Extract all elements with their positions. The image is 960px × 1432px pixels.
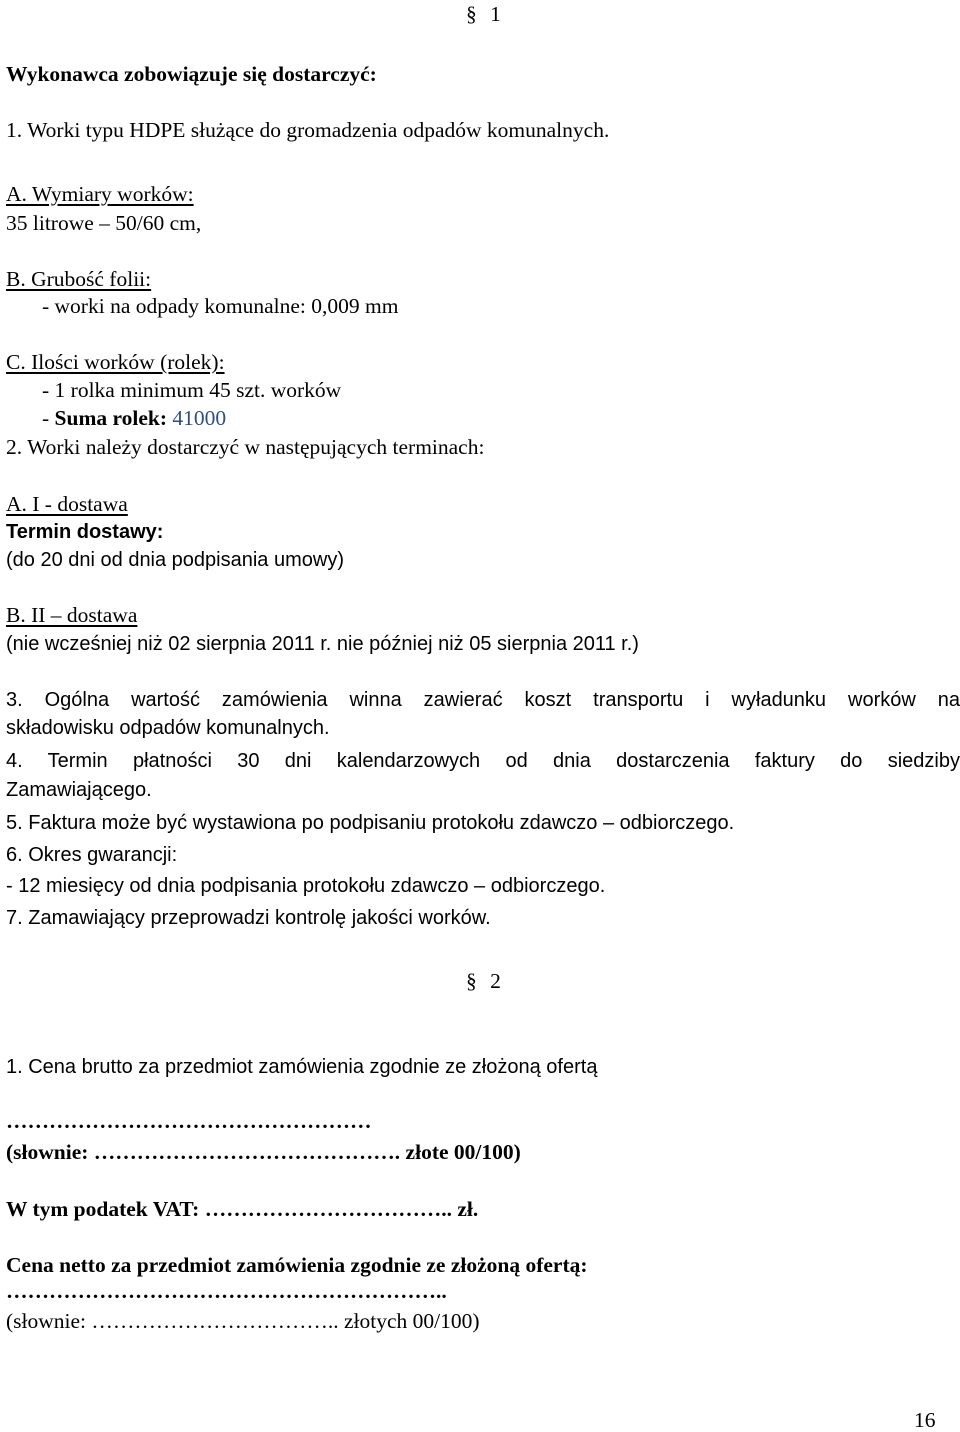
net-price-label: Cena netto za przedmiot zamówienia zgodnie ze złożoną ofertą: (6, 1253, 588, 1277)
item-3-line-1: 3. Ogólna wartość zamówienia winna zawierać koszt transportu i wyładunku worków na (6, 689, 960, 711)
gross-price-words (6, 1142, 521, 1164)
page-number: 16 (914, 1408, 936, 1432)
item-4-line-2: Zamawiającego. (6, 779, 152, 801)
heading: Wykonawca zobowiązuje się dostarczyć: (6, 62, 377, 86)
delivery-1-termin: Termin dostawy: (6, 521, 164, 543)
section-number: 2 (490, 969, 501, 993)
dimensions-value: 35 litrowe – 50/60 cm, (6, 211, 202, 235)
gross-price-dots: …………………………………………… (6, 1109, 372, 1133)
quantity-label: C. Ilości worków (rolek): (6, 350, 225, 374)
delivery-1-label: A. I - dostawa (6, 492, 128, 516)
suma-label: Suma rolek: (54, 406, 168, 430)
item-6-label: 6. Okres gwarancji: (6, 844, 178, 866)
vat-dots: …………………………….. zł. (199, 1197, 479, 1221)
suma-value: 41000 (167, 406, 227, 430)
section-number: 1 (490, 2, 501, 26)
net-price-dots: …………………………………………………….. (6, 1279, 447, 1303)
thickness-label: B. Grubość folii: (6, 267, 152, 291)
delivery-2-note: (nie wcześniej niż 02 sierpnia 2011 r. nie później niż 05 sierpnia 2011 r.) (6, 633, 639, 655)
item-6-value: - 12 miesięcy od dnia podpisania protokołu zdawczo – odbiorczego. (6, 875, 606, 897)
vat-label: W tym podatek VAT: (6, 1197, 200, 1221)
dimensions-label: A. Wymiary worków: (6, 182, 194, 206)
vat-line (6, 1199, 478, 1221)
item-2: 2. Worki należy dostarczyć w następujących terminach: (6, 435, 485, 459)
item-5: 5. Faktura może być wystawiona po podpisaniu protokołu zdawczo – odbiorczego. (6, 812, 735, 834)
net-price-words: (słownie: …………………………….. złotych 00/100) (6, 1309, 480, 1333)
suma-prefix: - (42, 406, 55, 430)
gross-words-close: złote 00/100) (405, 1140, 521, 1164)
gross-price-label: 1. Cena brutto za przedmiot zamówienia zgodnie ze złożoną ofertą (6, 1056, 598, 1078)
quantity-rolka: - 1 rolka minimum 45 szt. worków (42, 378, 342, 402)
quantity-suma (42, 408, 226, 430)
item-7: 7. Zamawiający przeprowadzi kontrolę jakości worków. (6, 907, 491, 929)
delivery-2-label: B. II – dostawa (6, 603, 138, 627)
gross-words-dots: ……………………………………. (88, 1140, 406, 1164)
item-3-line-2: składowisku odpadów komunalnych. (6, 717, 330, 739)
section-1-marker (466, 4, 501, 26)
gross-words-open: (słownie: (6, 1140, 89, 1164)
item-1: 1. Worki typu HDPE służące do gromadzenia odpadów komunalnych. (6, 118, 610, 142)
delivery-1-note: (do 20 dni od dnia podpisania umowy) (6, 549, 344, 571)
section-symbol: § (466, 2, 477, 26)
section-symbol: § (466, 969, 477, 993)
section-2-marker (466, 971, 501, 993)
thickness-value: - worki na odpady komunalne: 0,009 mm (42, 294, 399, 318)
item-4-line-1: 4. Termin płatności 30 dni kalendarzowych od dnia dostarczenia faktury do siedziby (6, 750, 960, 772)
